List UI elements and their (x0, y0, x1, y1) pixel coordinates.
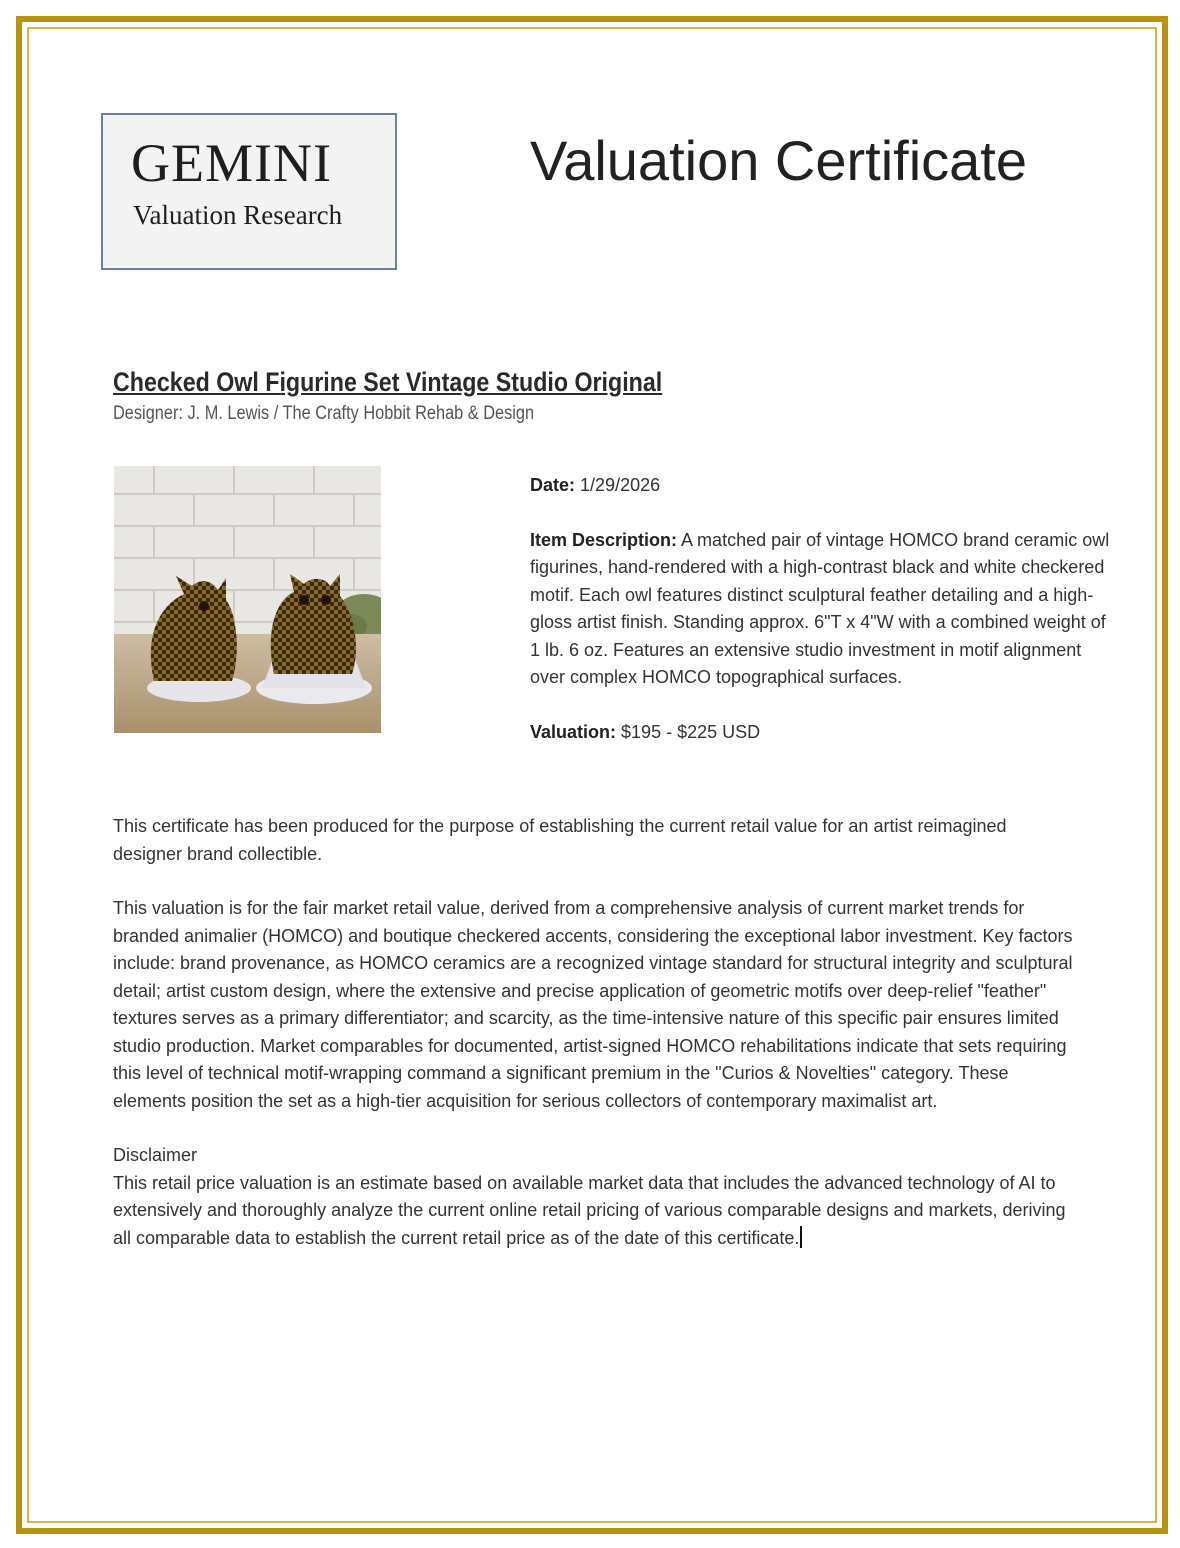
logo-subtitle: Valuation Research (133, 200, 343, 230)
description-value: A matched pair of vintage HOMCO brand ceramic owl figurines, hand-rendered with a high-contrast black and white checkered motif. Each owl features distinct sculptural feather detailing and a high-gloss artist finish. Standing approx. 6"T x 4"W with a combined weight of 1 lb. 6 oz. Features an extensive studio investment in motif alignment over complex HOMCO topographical surfaces. (530, 529, 1110, 687)
date-value: 1/29/2026 (580, 475, 661, 495)
valuation-label: Valuation: (530, 721, 617, 742)
description-line (530, 527, 1120, 692)
date-line (530, 472, 1120, 500)
logo-wordmark: GEMINI (131, 133, 332, 193)
date-label: Date: (530, 475, 576, 495)
valuation-line (530, 719, 1120, 747)
disclaimer-paragraph[interactable] (113, 1170, 1073, 1253)
purpose-paragraph: This certificate has been produced for the purpose of establishing the current retail value for an artist reimagined designer brand collectible. (113, 816, 1007, 864)
disclaimer-heading: Disclaimer (113, 1145, 198, 1165)
company-logo (101, 113, 397, 270)
designer-credit: Designer: J. M. Lewis / The Crafty Hobbit Rehab & Design (113, 403, 535, 424)
item-title: Checked Owl Figurine Set Vintage Studio Original (113, 367, 663, 397)
disclaimer-text: This retail price valuation is an estimate based on available market data that includes the advanced technology of AI to extensively and thoroughly analyze the current online retail pricing of various comparable designs and markets, deriving all comparable data to establish the current retail price as of the date of this certificate. (113, 1172, 1066, 1248)
description-label: Item Description: (530, 529, 678, 550)
analysis-paragraph: This valuation is for the fair market retail value, derived from a comprehensive analysis of current market trends for branded animalier (HOMCO) and boutique checkered accents, considering the exceptional labor investment. Key factors include: brand provenance, as HOMCO ceramics are a recognized vintage standard for structural integrity and sculptural detail; artist custom design, where the extensive and precise application of geometric motifs over deep-relief "feather" textures serves as a primary differentiator; and scarcity, as the time-intensive nature of this specific pair ensures limited studio production. Market comparables for documented, artist-signed HOMCO rehabilitations indicate that sets requiring this level of technical motif-wrapping command a significant premium in the "Curios & Novelties" category. These elements position the set as a high-tier acquisition for serious collectors of contemporary maximalist art. (113, 898, 1073, 1111)
certificate-body (113, 813, 1073, 1279)
owl-figurines-image (114, 466, 381, 733)
valuation-value: $195 - $225 USD (621, 721, 761, 742)
item-details (530, 472, 1120, 773)
certificate-title: Valuation Certificate (530, 129, 1027, 192)
text-cursor (800, 1226, 802, 1248)
item-photo (114, 466, 381, 733)
